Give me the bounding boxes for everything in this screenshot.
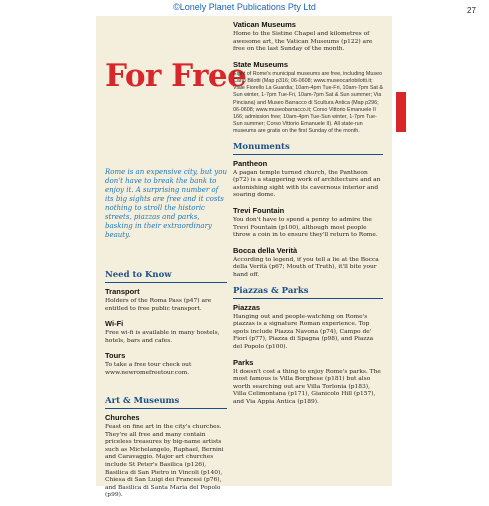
intro-text: Rome is an expensive city, but you don't have to break the bank to enjoy it. A surprising number of its big sights are free and it costs nothing to stroll the historic streets, piazzas and parks, basking in their extraordinary beauty. xyxy=(105,168,227,239)
art-museums-section xyxy=(105,396,227,506)
page-number: 27 xyxy=(467,6,476,15)
item-text: A pagan temple turned church, the Pantheon (p72) is a staggering work of architecture and an astonishing sight with its cavernous interior and soaring dome. xyxy=(233,169,381,199)
section-heading: Piazzas & Parks xyxy=(233,286,383,299)
item-text: Holders of the Roma Pass (p47) are entitled to free public transport. xyxy=(105,298,212,312)
item-title: Wi-Fi xyxy=(105,319,124,329)
item-title: Bocca della Verità xyxy=(233,245,298,255)
need-to-know-section xyxy=(105,270,227,384)
item-title: Pantheon xyxy=(233,158,268,168)
item-text: To take a free tour check out www.newromefreetour.com. xyxy=(105,362,192,376)
chapter-tab xyxy=(396,92,406,132)
item-title: Trevi Fountain xyxy=(233,205,285,215)
section-heading: Need to Know xyxy=(105,270,227,283)
page-title: For Free xyxy=(105,58,247,94)
item-text: It doesn't cost a thing to enjoy Rome's parks. The most famous is Villa Borghese (p181) but also worth searching out are Villa Torlonia (p183), Villa Celimontana (p171), Gianicolo Hill (p157), and Via Appia Antica (p189). xyxy=(233,368,381,405)
item-title: Churches xyxy=(105,413,140,422)
item-title: Vatican Museums xyxy=(233,20,296,29)
item-title: Transport xyxy=(105,287,140,296)
item-title: Tours xyxy=(105,351,126,361)
item-text: Eight of Rome's municipal museums are free, including Museo Carlo Bilotti (Map p316; 06-0608; www.museocarlobilotti.it; Viale Fiorello La Guardia; 10am-4pm Tue-Fri, 10am-7pm Sat & Sun winter, 1-7pm Tue-Fri, 10am-7pm Sat & Sun summer; Via Pinciana) and Museo Barracco di Scultura Antica (Map p296; 06-0608; www.museobarracco.it; Corso Vittorio Emanuele II 166; admission free; 10am-4pm Tue-Sun winter, 1-7pm Tue-Sun summer; Corso Vittorio Emanuele II). All state-run museums are gratis on the first Sunday of the month. xyxy=(233,70,384,135)
item-text: Hanging out and people-watching on Rome's piazzas is a signature Roman experience. Top spots include Piazza Navona (p74), Campo de' Fiori (p77), Piazza di Spagna (p98), and Piazza del Popolo (p100). xyxy=(233,313,374,350)
book-page xyxy=(96,16,392,499)
item-title: State Museums xyxy=(233,59,289,69)
item-text: Feast on fine art in the city's churches. They're all free and many contain priceless treasures by big-name artists such as Michelangelo, Raphael, Bernini and Caravaggio. Major art churches include St Peter's Basilica (p126), Basilica di San Pietro in Vincoli (p140), Chiesa di San Luigi dei Francesi (p76), and Basilica di Santa Maria del Popolo (p99). xyxy=(105,424,224,499)
item-text: Free wi-fi is available in many hostels, hotels, bars and cafes. xyxy=(105,330,220,344)
item-title: Parks xyxy=(233,357,254,367)
section-heading: Monuments xyxy=(233,142,383,155)
section-heading: Art & Museums xyxy=(105,396,227,409)
item-text: You don't have to spend a penny to admire the Trevi Fountain (p100), although most people throw a coin in to ensure they'll return to Rome. xyxy=(233,216,378,239)
item-text: Home to the Sistine Chapel and kilometres of awesome art, the Vatican Museums (p122) are free on the last Sunday of the month. xyxy=(233,31,373,53)
item-text: According to legend, if you tell a lie at the Bocca della Verità (p67; Mouth of Truth), it'll bite your hand off. xyxy=(233,256,379,278)
copyright-notice: ©Lonely Planet Publications Pty Ltd xyxy=(173,2,316,12)
item-title: Piazzas xyxy=(233,302,261,312)
right-column xyxy=(233,20,383,412)
